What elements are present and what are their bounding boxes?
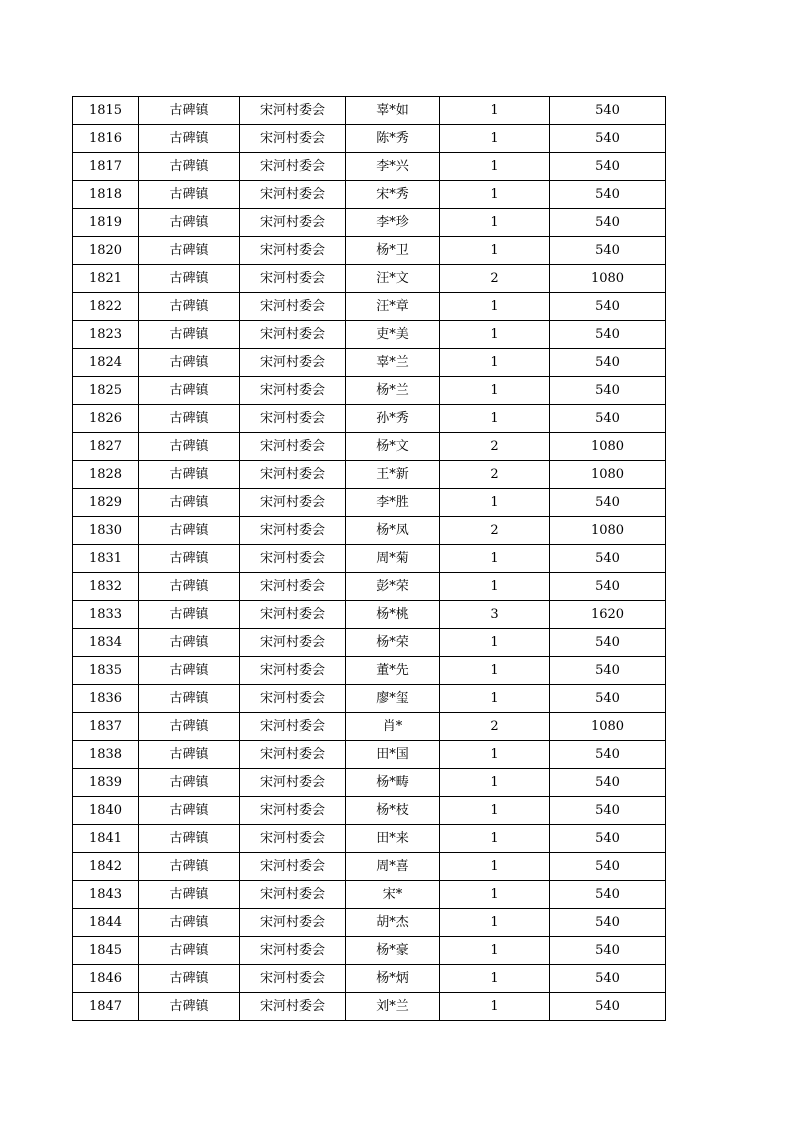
serial-number-cell: 1836	[73, 685, 139, 713]
village-committee-cell: 宋河村委会	[240, 909, 346, 937]
village-committee-cell: 宋河村委会	[240, 321, 346, 349]
table-row	[73, 601, 666, 629]
recipient-name-cell: 宋*	[346, 881, 440, 909]
amount-cell: 540	[550, 685, 666, 713]
village-committee-cell: 宋河村委会	[240, 405, 346, 433]
recipient-name-cell: 孙*秀	[346, 405, 440, 433]
village-committee-cell: 宋河村委会	[240, 181, 346, 209]
table-row	[73, 937, 666, 965]
amount-cell: 1080	[550, 461, 666, 489]
table-row	[73, 545, 666, 573]
person-count-cell: 2	[440, 265, 550, 293]
serial-number-cell: 1827	[73, 433, 139, 461]
village-committee-cell: 宋河村委会	[240, 713, 346, 741]
person-count-cell: 1	[440, 741, 550, 769]
person-count-cell: 2	[440, 433, 550, 461]
recipient-name-cell: 彭*荣	[346, 573, 440, 601]
village-committee-cell: 宋河村委会	[240, 881, 346, 909]
table-row	[73, 153, 666, 181]
town-cell: 古碑镇	[139, 797, 240, 825]
recipient-name-cell: 杨*枝	[346, 797, 440, 825]
table-row	[73, 853, 666, 881]
table-row	[73, 909, 666, 937]
amount-cell: 540	[550, 349, 666, 377]
table-row	[73, 321, 666, 349]
village-committee-cell: 宋河村委会	[240, 97, 346, 125]
person-count-cell: 1	[440, 321, 550, 349]
village-committee-cell: 宋河村委会	[240, 825, 346, 853]
table-row	[73, 237, 666, 265]
village-committee-cell: 宋河村委会	[240, 545, 346, 573]
serial-number-cell: 1815	[73, 97, 139, 125]
town-cell: 古碑镇	[139, 909, 240, 937]
town-cell: 古碑镇	[139, 657, 240, 685]
table-row	[73, 349, 666, 377]
table-row	[73, 657, 666, 685]
town-cell: 古碑镇	[139, 293, 240, 321]
amount-cell: 540	[550, 741, 666, 769]
village-committee-cell: 宋河村委会	[240, 741, 346, 769]
amount-cell: 540	[550, 405, 666, 433]
person-count-cell: 2	[440, 461, 550, 489]
recipient-name-cell: 胡*杰	[346, 909, 440, 937]
amount-cell: 540	[550, 97, 666, 125]
table-row	[73, 265, 666, 293]
town-cell: 古碑镇	[139, 405, 240, 433]
amount-cell: 540	[550, 237, 666, 265]
village-committee-cell: 宋河村委会	[240, 517, 346, 545]
table-row	[73, 685, 666, 713]
table-row	[73, 825, 666, 853]
recipient-name-cell: 李*兴	[346, 153, 440, 181]
person-count-cell: 1	[440, 965, 550, 993]
recipient-name-cell: 吏*美	[346, 321, 440, 349]
village-committee-cell: 宋河村委会	[240, 965, 346, 993]
serial-number-cell: 1828	[73, 461, 139, 489]
recipient-name-cell: 杨*炳	[346, 965, 440, 993]
town-cell: 古碑镇	[139, 237, 240, 265]
town-cell: 古碑镇	[139, 965, 240, 993]
serial-number-cell: 1830	[73, 517, 139, 545]
amount-cell: 540	[550, 937, 666, 965]
serial-number-cell: 1837	[73, 713, 139, 741]
town-cell: 古碑镇	[139, 825, 240, 853]
person-count-cell: 1	[440, 657, 550, 685]
town-cell: 古碑镇	[139, 181, 240, 209]
recipient-name-cell: 杨*凤	[346, 517, 440, 545]
town-cell: 古碑镇	[139, 685, 240, 713]
amount-cell: 540	[550, 125, 666, 153]
town-cell: 古碑镇	[139, 993, 240, 1021]
table-row	[73, 517, 666, 545]
recipient-name-cell: 田*来	[346, 825, 440, 853]
person-count-cell: 1	[440, 405, 550, 433]
town-cell: 古碑镇	[139, 433, 240, 461]
person-count-cell: 1	[440, 153, 550, 181]
serial-number-cell: 1820	[73, 237, 139, 265]
table-row	[73, 629, 666, 657]
village-committee-cell: 宋河村委会	[240, 377, 346, 405]
table-row	[73, 461, 666, 489]
recipient-name-cell: 杨*文	[346, 433, 440, 461]
serial-number-cell: 1822	[73, 293, 139, 321]
recipient-name-cell: 李*胜	[346, 489, 440, 517]
village-committee-cell: 宋河村委会	[240, 265, 346, 293]
serial-number-cell: 1834	[73, 629, 139, 657]
person-count-cell: 2	[440, 517, 550, 545]
village-committee-cell: 宋河村委会	[240, 293, 346, 321]
recipient-name-cell: 杨*畴	[346, 769, 440, 797]
amount-cell: 540	[550, 853, 666, 881]
amount-cell: 540	[550, 769, 666, 797]
village-committee-cell: 宋河村委会	[240, 937, 346, 965]
town-cell: 古碑镇	[139, 265, 240, 293]
village-committee-cell: 宋河村委会	[240, 573, 346, 601]
town-cell: 古碑镇	[139, 937, 240, 965]
table-row	[73, 181, 666, 209]
table-row	[73, 433, 666, 461]
serial-number-cell: 1817	[73, 153, 139, 181]
serial-number-cell: 1825	[73, 377, 139, 405]
person-count-cell: 1	[440, 797, 550, 825]
recipient-name-cell: 杨*兰	[346, 377, 440, 405]
table-row	[73, 209, 666, 237]
serial-number-cell: 1832	[73, 573, 139, 601]
person-count-cell: 1	[440, 629, 550, 657]
village-committee-cell: 宋河村委会	[240, 349, 346, 377]
village-committee-cell: 宋河村委会	[240, 433, 346, 461]
amount-cell: 540	[550, 545, 666, 573]
person-count-cell: 1	[440, 237, 550, 265]
table-row	[73, 405, 666, 433]
person-count-cell: 1	[440, 685, 550, 713]
amount-cell: 540	[550, 629, 666, 657]
recipient-name-cell: 周*菊	[346, 545, 440, 573]
recipient-name-cell: 陈*秀	[346, 125, 440, 153]
person-count-cell: 1	[440, 881, 550, 909]
serial-number-cell: 1847	[73, 993, 139, 1021]
serial-number-cell: 1845	[73, 937, 139, 965]
serial-number-cell: 1846	[73, 965, 139, 993]
table-row	[73, 713, 666, 741]
recipient-name-cell: 肖*	[346, 713, 440, 741]
town-cell: 古碑镇	[139, 573, 240, 601]
amount-cell: 540	[550, 825, 666, 853]
town-cell: 古碑镇	[139, 153, 240, 181]
town-cell: 古碑镇	[139, 321, 240, 349]
serial-number-cell: 1819	[73, 209, 139, 237]
town-cell: 古碑镇	[139, 713, 240, 741]
town-cell: 古碑镇	[139, 601, 240, 629]
amount-cell: 540	[550, 965, 666, 993]
village-committee-cell: 宋河村委会	[240, 209, 346, 237]
village-committee-cell: 宋河村委会	[240, 769, 346, 797]
person-count-cell: 1	[440, 545, 550, 573]
table-row	[73, 797, 666, 825]
town-cell: 古碑镇	[139, 741, 240, 769]
amount-cell: 540	[550, 909, 666, 937]
person-count-cell: 1	[440, 853, 550, 881]
amount-cell: 1620	[550, 601, 666, 629]
serial-number-cell: 1844	[73, 909, 139, 937]
recipient-name-cell: 周*喜	[346, 853, 440, 881]
village-committee-cell: 宋河村委会	[240, 685, 346, 713]
amount-cell: 540	[550, 573, 666, 601]
serial-number-cell: 1839	[73, 769, 139, 797]
village-committee-cell: 宋河村委会	[240, 461, 346, 489]
recipient-name-cell: 汪*章	[346, 293, 440, 321]
town-cell: 古碑镇	[139, 377, 240, 405]
serial-number-cell: 1833	[73, 601, 139, 629]
serial-number-cell: 1841	[73, 825, 139, 853]
table-row	[73, 993, 666, 1021]
person-count-cell: 1	[440, 377, 550, 405]
amount-cell: 540	[550, 153, 666, 181]
amount-cell: 1080	[550, 713, 666, 741]
serial-number-cell: 1840	[73, 797, 139, 825]
amount-cell: 540	[550, 293, 666, 321]
village-committee-cell: 宋河村委会	[240, 125, 346, 153]
village-committee-cell: 宋河村委会	[240, 237, 346, 265]
village-committee-cell: 宋河村委会	[240, 489, 346, 517]
serial-number-cell: 1826	[73, 405, 139, 433]
person-count-cell: 1	[440, 293, 550, 321]
person-count-cell: 1	[440, 993, 550, 1021]
roster-table	[72, 96, 666, 1021]
recipient-name-cell: 王*新	[346, 461, 440, 489]
serial-number-cell: 1818	[73, 181, 139, 209]
town-cell: 古碑镇	[139, 461, 240, 489]
town-cell: 古碑镇	[139, 125, 240, 153]
table-row	[73, 573, 666, 601]
town-cell: 古碑镇	[139, 881, 240, 909]
table-row	[73, 965, 666, 993]
serial-number-cell: 1816	[73, 125, 139, 153]
recipient-name-cell: 董*先	[346, 657, 440, 685]
person-count-cell: 1	[440, 909, 550, 937]
person-count-cell: 1	[440, 97, 550, 125]
amount-cell: 540	[550, 209, 666, 237]
recipient-name-cell: 杨*卫	[346, 237, 440, 265]
serial-number-cell: 1843	[73, 881, 139, 909]
person-count-cell: 1	[440, 209, 550, 237]
amount-cell: 540	[550, 489, 666, 517]
village-committee-cell: 宋河村委会	[240, 601, 346, 629]
village-committee-cell: 宋河村委会	[240, 657, 346, 685]
town-cell: 古碑镇	[139, 769, 240, 797]
serial-number-cell: 1821	[73, 265, 139, 293]
person-count-cell: 1	[440, 489, 550, 517]
recipient-name-cell: 杨*豪	[346, 937, 440, 965]
town-cell: 古碑镇	[139, 209, 240, 237]
serial-number-cell: 1831	[73, 545, 139, 573]
recipient-name-cell: 李*珍	[346, 209, 440, 237]
town-cell: 古碑镇	[139, 97, 240, 125]
town-cell: 古碑镇	[139, 629, 240, 657]
roster-table-body	[73, 97, 666, 1021]
recipient-name-cell: 辜*兰	[346, 349, 440, 377]
village-committee-cell: 宋河村委会	[240, 153, 346, 181]
village-committee-cell: 宋河村委会	[240, 853, 346, 881]
recipient-name-cell: 田*国	[346, 741, 440, 769]
table-row	[73, 489, 666, 517]
town-cell: 古碑镇	[139, 853, 240, 881]
recipient-name-cell: 杨*荣	[346, 629, 440, 657]
person-count-cell: 2	[440, 713, 550, 741]
table-row	[73, 769, 666, 797]
recipient-name-cell: 辜*如	[346, 97, 440, 125]
serial-number-cell: 1824	[73, 349, 139, 377]
amount-cell: 540	[550, 377, 666, 405]
recipient-name-cell: 廖*玺	[346, 685, 440, 713]
town-cell: 古碑镇	[139, 349, 240, 377]
village-committee-cell: 宋河村委会	[240, 629, 346, 657]
town-cell: 古碑镇	[139, 545, 240, 573]
amount-cell: 540	[550, 657, 666, 685]
amount-cell: 540	[550, 993, 666, 1021]
village-committee-cell: 宋河村委会	[240, 797, 346, 825]
town-cell: 古碑镇	[139, 517, 240, 545]
table-row	[73, 377, 666, 405]
table-row	[73, 97, 666, 125]
amount-cell: 1080	[550, 265, 666, 293]
table-row	[73, 125, 666, 153]
amount-cell: 540	[550, 181, 666, 209]
serial-number-cell: 1835	[73, 657, 139, 685]
amount-cell: 540	[550, 797, 666, 825]
serial-number-cell: 1838	[73, 741, 139, 769]
recipient-name-cell: 杨*桃	[346, 601, 440, 629]
table-row	[73, 881, 666, 909]
person-count-cell: 1	[440, 573, 550, 601]
table-row	[73, 293, 666, 321]
recipient-name-cell: 刘*兰	[346, 993, 440, 1021]
person-count-cell: 1	[440, 125, 550, 153]
person-count-cell: 1	[440, 825, 550, 853]
amount-cell: 1080	[550, 433, 666, 461]
village-committee-cell: 宋河村委会	[240, 993, 346, 1021]
serial-number-cell: 1823	[73, 321, 139, 349]
recipient-name-cell: 宋*秀	[346, 181, 440, 209]
serial-number-cell: 1829	[73, 489, 139, 517]
amount-cell: 540	[550, 321, 666, 349]
person-count-cell: 1	[440, 769, 550, 797]
person-count-cell: 3	[440, 601, 550, 629]
town-cell: 古碑镇	[139, 489, 240, 517]
person-count-cell: 1	[440, 181, 550, 209]
table-row	[73, 741, 666, 769]
amount-cell: 540	[550, 881, 666, 909]
person-count-cell: 1	[440, 937, 550, 965]
person-count-cell: 1	[440, 349, 550, 377]
amount-cell: 1080	[550, 517, 666, 545]
recipient-name-cell: 汪*文	[346, 265, 440, 293]
serial-number-cell: 1842	[73, 853, 139, 881]
